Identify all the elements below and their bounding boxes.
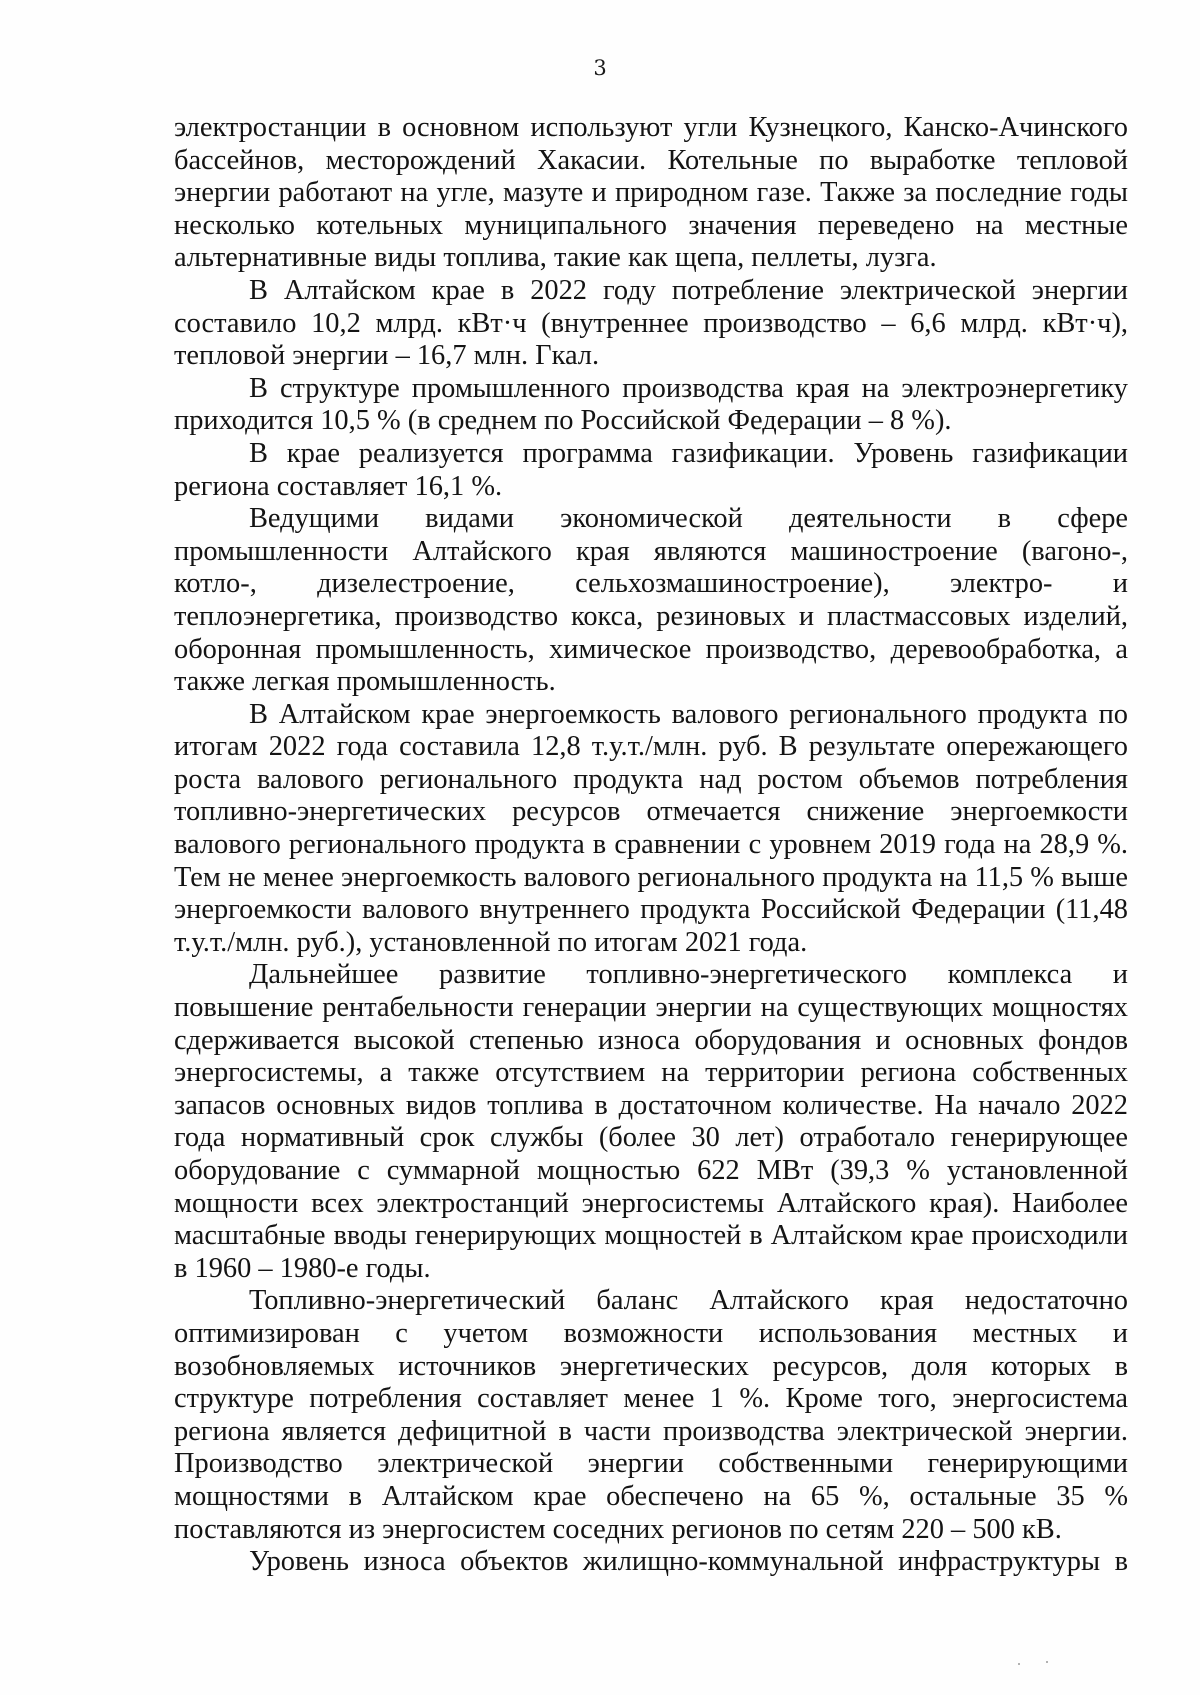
scan-speck [1018, 1663, 1020, 1665]
document-body [174, 112, 1128, 1579]
scan-speck [1046, 1661, 1048, 1663]
paragraph-gasification: В крае реализуется программа газификации. Уровень газификации региона составляет 16,1 %. [174, 437, 1128, 502]
paragraph-continuation-power-plants: электростанции в основном используют угли Кузнецкого, Канско-Ачинского бассейнов, месторождений Хакасии. Котельные по выработке тепловой энергии работают на угле, мазуте и природном газе. Также за последние годы несколько котельных муниципального значения переведено на местные альтернативные виды топлива, такие как щепа, пеллеты, лузга. [174, 112, 1128, 274]
paragraph-equipment-wear: Дальнейшее развитие топливно-энергетического комплекса и повышение рентабельности генерации энергии на существующих мощностях сдерживается высокой степенью износа оборудования и основных фондов энергосистемы, а также отсутствием на территории региона собственных запасов основных видов топлива в достаточном количестве. На начало 2022 года нормативный срок службы (более 30 лет) отработало генерирующее оборудование с суммарной мощностью 622 МВт (39,3 % установленной мощности всех электростанций энергосистемы Алтайского края). Наиболее масштабные вводы генерирующих мощностей в Алтайском крае происходили в 1960 – 1980-е годы. [174, 959, 1128, 1284]
page-number: 3 [593, 56, 607, 80]
paragraph-leading-industries: Ведущими видами экономической деятельности в сфере промышленности Алтайского края являются машиностроение (вагоно-, котло-, дизелестроение, сельхозмашиностроение), электро- и теплоэнергетика, производство кокса, резиновых и пластмассовых изделий, оборонная промышленность, химическое производство, деревообработка, а также легкая промышленность. [174, 503, 1128, 698]
paragraph-industry-structure: В структуре промышленного производства края на электроэнергетику приходится 10,5 % (в среднем по Российской Федерации – 8 %). [174, 372, 1128, 437]
paragraph-infrastructure-wear: Уровень износа объектов жилищно-коммунальной инфраструктуры в [249, 1546, 1128, 1578]
paragraph-energy-consumption: В Алтайском крае в 2022 году потребление электрической энергии составило 10,2 млрд. кВт·ч (внутреннее производство – 6,6 млрд. кВт·ч), тепловой энергии – 16,7 млн. Гкал. [174, 274, 1128, 372]
paragraph-energy-intensity: В Алтайском крае энергоемкость валового регионального продукта по итогам 2022 года составила 12,8 т.у.т./млн. руб. В результате опережающего роста валового регионального продукта над ростом объемов потребления топливно-энергетических ресурсов отмечается снижение энергоемкости валового регионального продукта в сравнении с уровнем 2019 года на 28,9 %. Тем не менее энергоемкость валового регионального продукта на 11,5 % выше энергоемкости валового внутреннего продукта Российской Федерации (11,48 т.у.т./млн. руб.), установленной по итогам 2021 года. [174, 698, 1128, 958]
paragraph-fuel-energy-balance: Топливно-энергетический баланс Алтайского края недостаточно оптимизирован с учетом возможности использования местных и возобновляемых источников энергетических ресурсов, доля которых в структуре потребления составляет менее 1 %. Кроме того, энергосистема региона является дефицитной в части производства электрической энергии. Производство электрической энергии собственными генерирующими мощностями в Алтайском крае обеспечено на 65 %, остальные 35 % поставляются из энергосистем соседних регионов по сетям 220 – 500 кВ. [174, 1285, 1128, 1545]
